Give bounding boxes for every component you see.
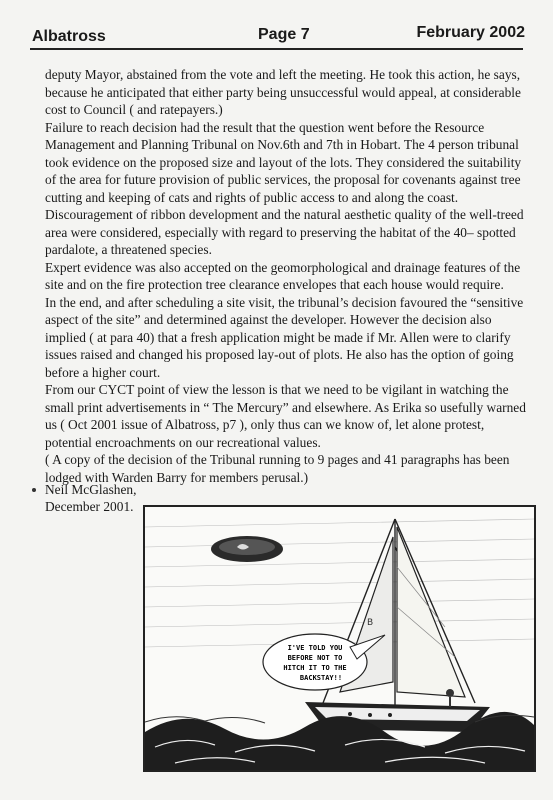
svg-text:B: B: [367, 618, 374, 628]
article-body: [45, 66, 530, 486]
paragraph: In the end, and after scheduling a site visit, the tribunal’s decision favoured the “sensitive aspect of the site” and determined against the developer. However the decision also implied ( at para 40) that a fresh application might be made if Mr. Allen were to clarify issues raised and changed his proposed lay-out of plots. He also has the option of going before a higher court.: [45, 294, 524, 380]
header-rule: [30, 48, 523, 50]
cartoon-illustration: [143, 505, 536, 772]
speech-line: BEFORE NOT TO: [287, 654, 343, 662]
author-signature: [45, 481, 136, 515]
signature-date: December 2001.: [45, 499, 134, 514]
paragraph: deputy Mayor, abstained from the vote and left the meeting. He took this action, he says, because he anticipated that either party being unsuccessful would appeal, at considerable cost to Council ( and ratepayers.): [45, 67, 521, 117]
dinghy-icon: [211, 536, 283, 562]
paragraph: Failure to reach decision had the result that the question went before the Resource Management and Planning Tribunal on Nov.6th and 7th in Hobart. The 4 person tribunal took evidence on the proposed size and layout of the lots. They considered the suitability of the area for future provision of public services, the proposal for covenants against tree cutting and keeping of cats and rights of public access to and along the coast. Discouragement of ribbon development and the natural aesthetic quality of the well-treed area were considered, especially with regard to preserving the habitat of the 40– spotted pardalote, a threatened species.: [45, 119, 524, 257]
page-header: [30, 24, 525, 48]
issue-date: February 2002: [416, 24, 525, 41]
paragraph: Expert evidence was also accepted on the geomorphological and drainage features of the site and on the fire protection tree clearance envelopes that each house would require.: [45, 259, 521, 292]
page-number: Page 7: [258, 26, 310, 43]
bullet-mark: [32, 488, 36, 492]
speech-line: HITCH IT TO THE: [283, 664, 347, 672]
speech-line: BACKSTAY!!: [299, 674, 343, 682]
speech-line: I'VE TOLD YOU: [287, 644, 343, 652]
paragraph: ( A copy of the decision of the Tribunal running to 9 pages and 41 paragraphs has been lodged with Warden Barry for members perusal.): [45, 452, 510, 485]
paragraph: From our CYCT point of view the lesson is that we need to be vigilant in watching the small print advertisements in “ The Mercury” and elsewhere. As Erika so usefully warned us ( Oct 2001 issue of Albatross, p7 ), only thus can we know of, let alone protest, potential encroachments on our recreational values.: [45, 382, 526, 450]
publication-title: Albatross: [32, 28, 106, 45]
author-name: Neil McGlashen,: [45, 482, 137, 497]
sailboat-drawing: [145, 507, 534, 770]
